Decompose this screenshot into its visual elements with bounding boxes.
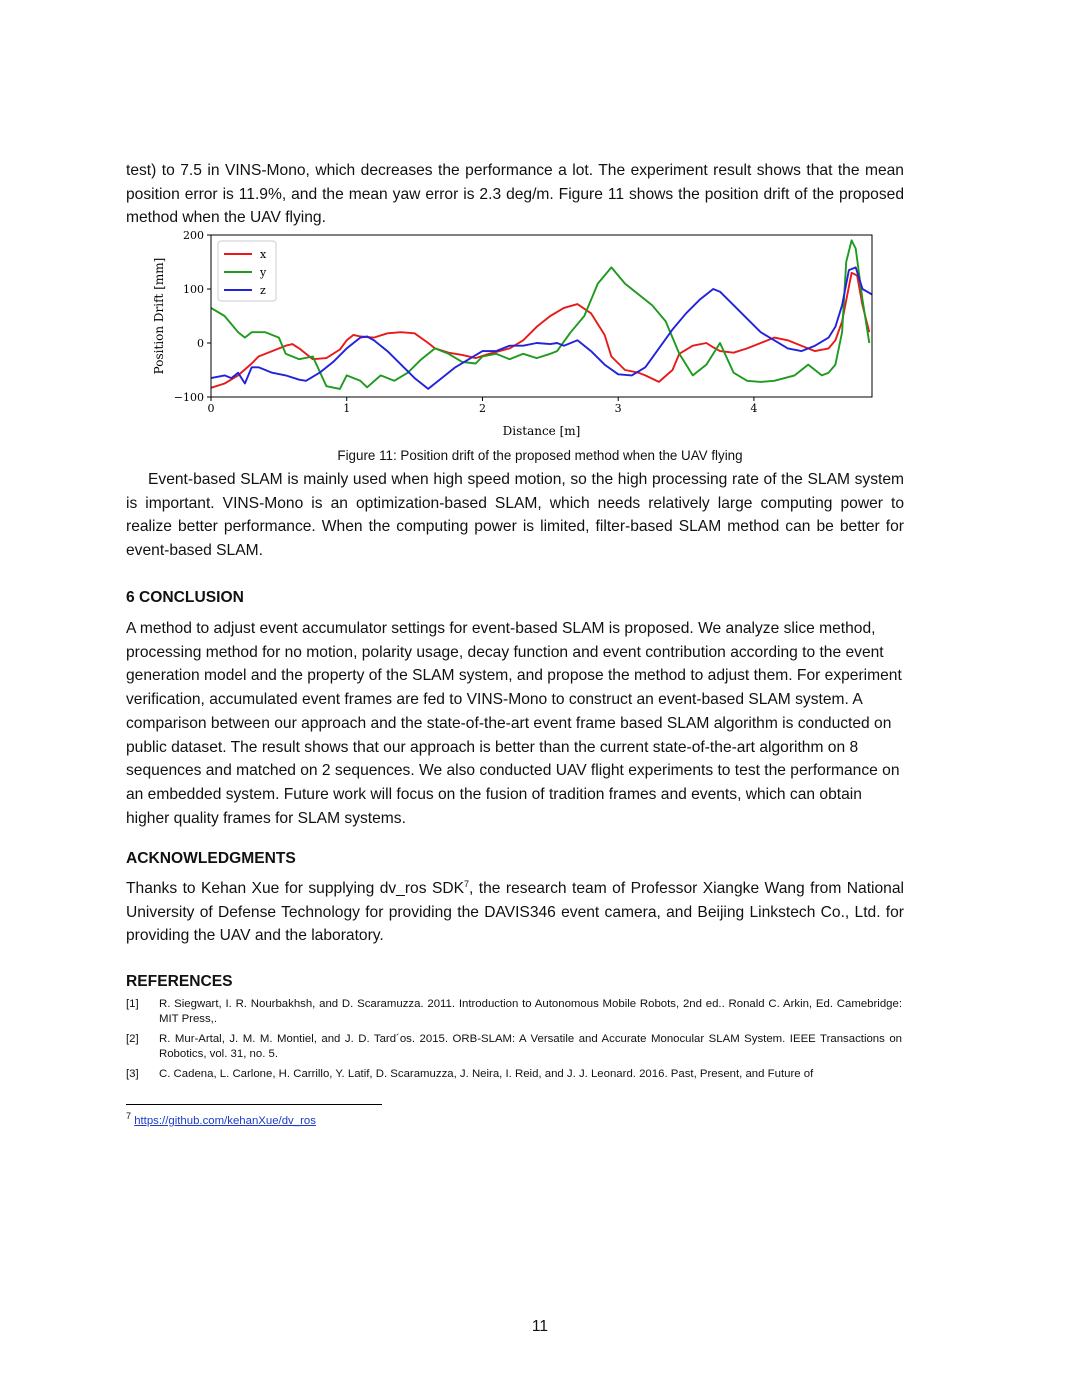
reference-text: R. Siegwart, I. R. Nourbakhsh, and D. Scaramuzza. 2011. Introduction to Autonomous Mobile Robots, 2nd ed.. Ronald C. Arkin, Ed. Camebridge: MIT Press,. — [159, 998, 902, 1025]
reference-number: [2] — [126, 1033, 139, 1045]
ack-text-before: Thanks to Kehan Xue for supplying dv_ros SDK — [126, 880, 465, 897]
reference-number: [1] — [126, 998, 139, 1010]
x-tick-label: 3 — [614, 402, 622, 415]
y-tick-label: −100 — [173, 391, 204, 404]
x-tick-label: 2 — [478, 402, 486, 415]
position-drift-chart — [145, 226, 885, 444]
figure-caption: Figure 11: Position drift of the proposed method when the UAV flying — [337, 448, 743, 463]
legend-label-y: y — [260, 266, 267, 279]
reference-text: R. Mur-Artal, J. M. M. Montiel, and J. D. Tard´os. 2015. ORB-SLAM: A Versatile and Accurate Monocular SLAM System. IEEE Transactions on Robotics, vol. 31, no. 5. — [159, 1033, 902, 1060]
reference-item — [126, 1067, 902, 1082]
plot-frame — [211, 235, 872, 397]
y-tick-label: 100 — [183, 283, 204, 296]
reference-text: C. Cadena, L. Carlone, H. Carrillo, Y. Latif, D. Scaramuzza, J. Neira, I. Reid, and J. J. Leonard. 2016. Past, Present, and Future of — [159, 1068, 814, 1080]
series-line-z — [211, 267, 872, 389]
references-heading: REFERENCES — [126, 973, 233, 990]
acknowledgments-heading: ACKNOWLEDGMENTS — [126, 850, 296, 867]
legend-label-z: z — [260, 284, 266, 297]
y-tick-label: 200 — [183, 229, 204, 242]
series-line-y — [211, 240, 869, 389]
intro-paragraph: test) to 7.5 in VINS-Mono, which decreases the performance a lot. The experiment result shows that the mean position error is 11.9%, and the mean yaw error is 2.3 deg/m. Figure 11 shows the position drift of the proposed method when the UAV flying. — [126, 162, 904, 227]
footnote-divider — [126, 1104, 382, 1105]
footnote-link[interactable]: https://github.com/kehanXue/dv_ros — [134, 1115, 316, 1127]
event-paragraph: Event-based SLAM is mainly used when high speed motion, so the high processing rate of the SLAM system is important. VINS-Mono is an optimization-based SLAM, which needs relatively large computing power to realize better performance. When the computing power is limited, filter-based SLAM method can be better for event-based SLAM. — [126, 471, 904, 560]
page-number: 11 — [531, 1318, 549, 1335]
x-tick-label: 4 — [750, 402, 758, 415]
series-line-x — [211, 273, 869, 388]
footnote-number: 7 — [126, 1111, 132, 1122]
acknowledgments-paragraph — [126, 877, 904, 948]
reference-item — [126, 997, 902, 1027]
footnote — [126, 1111, 316, 1127]
conclusion-heading: 6 CONCLUSION — [126, 589, 244, 606]
reference-item — [126, 1032, 902, 1062]
x-axis-label: Distance [m] — [502, 424, 581, 438]
conclusion-paragraph: A method to adjust event accumulator settings for event-based SLAM is proposed. We analyze slice method, processing method for no motion, polarity usage, decay function and event contribution according to the event generation model and the property of the SLAM system, and propose the method to adjust them. For experiment verification, accumulated event frames are fed to VINS-Mono to construct an event-based SLAM system. A comparison between our approach and the state-of-the-art event frame based SLAM algorithm is conducted on public dataset. The result shows that our approach is better than the current state-of-the-art algorithm on 8 sequences and matched on 2 sequences. We also conducted UAV flight experiments to test the performance on an embedded system. Future work will focus on the fusion of tradition frames and events, which can obtain higher quality frames for SLAM systems. — [126, 620, 902, 827]
y-axis-label: Position Drift [mm] — [152, 257, 166, 375]
x-tick-label: 1 — [343, 402, 351, 415]
ack-text-after: , the research team of Professor Xiangke Wang from National University of Defense Technology for providing the DAVIS346 event camera, and Beijing Linkstech Co., Ltd. for providing the UAV and the laboratory. — [126, 880, 904, 945]
x-tick-label: 0 — [207, 402, 215, 415]
legend-label-x: x — [260, 248, 267, 261]
reference-number: [3] — [126, 1068, 139, 1080]
ack-footnote-mark[interactable]: 7 — [464, 878, 470, 889]
y-tick-label: 0 — [197, 337, 204, 350]
chart-svg — [145, 226, 885, 444]
